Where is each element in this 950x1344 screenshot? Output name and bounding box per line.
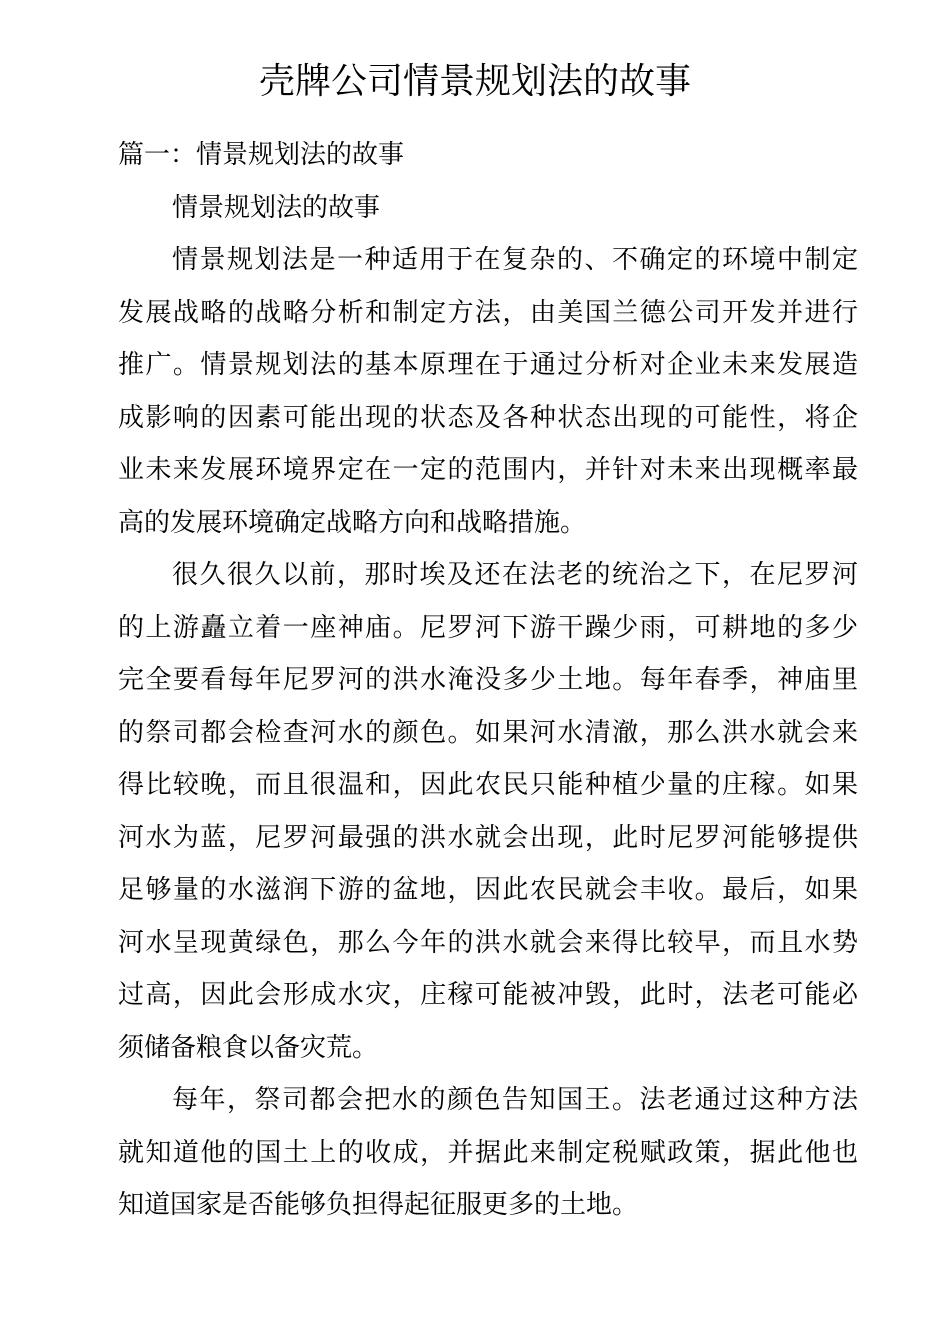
paragraph-line: 就知道他的国土上的收成，并据此来制定税赋政策，据此他也	[118, 1137, 858, 1168]
paragraph-1	[118, 234, 858, 549]
paragraph-line: 的上游矗立着一座神庙。尼罗河下游干躁少雨，可耕地的多少	[118, 612, 858, 643]
paragraph-line: 得比较晚，而且很温和，因此农民只能种植少量的庄稼。如果	[118, 770, 858, 800]
paragraph-line: 成影响的因素可能出现的状态及各种状态出现的可能性，将企	[118, 402, 858, 433]
paragraph-line: 业未来发展环境界定在一定的范围内，并针对未来出现概率最	[118, 455, 858, 485]
paragraph-line: 足够量的水滋润下游的盆地，因此农民就会丰收。最后，如果	[118, 875, 858, 905]
document-title: 壳牌公司情景规划法的故事	[258, 61, 691, 102]
paragraph-line: 高的发展环境确定战略方向和战略措施。	[118, 507, 587, 538]
paragraph-line: 每年，祭司都会把水的颜色告知国王。法老通过这种方法	[172, 1085, 858, 1115]
paragraph-line: 情景规划法是一种适用于在复杂的、不确定的环境中制定	[172, 245, 858, 275]
paragraph-line: 推广。情景规划法的基本原理在于通过分析对企业未来发展造	[118, 350, 858, 380]
paragraph-line: 过高，因此会形成水灾，庄稼可能被冲毁，此时，法老可能必	[118, 980, 858, 1010]
paragraph-line: 须储备粮食以备灾荒。	[118, 1032, 379, 1063]
paragraph-line: 完全要看每年尼罗河的洪水淹没多少土地。每年春季，神庙里	[118, 665, 858, 695]
paragraph-line: 很久很久以前，那时埃及还在法老的统治之下，在尼罗河	[172, 560, 858, 590]
paragraph-2	[118, 549, 858, 1074]
paragraph-line: 知道国家是否能够负担得起征服更多的土地。	[118, 1190, 639, 1220]
subheading: 情景规划法的故事	[172, 192, 381, 223]
paragraph-3	[118, 1074, 858, 1232]
document-body	[118, 129, 858, 1232]
paragraph-line: 河水为蓝，尼罗河最强的洪水就会出现，此时尼罗河能够提供	[118, 822, 858, 853]
section-heading: 篇一：情景规划法的故事	[118, 140, 405, 170]
paragraph-line: 的祭司都会检查河水的颜色。如果河水清澈，那么洪水就会来	[118, 717, 858, 748]
paragraph-line: 发展战略的战略分析和制定方法，由美国兰德公司开发并进行	[118, 297, 858, 328]
paragraph-line: 河水呈现黄绿色，那么今年的洪水就会来得比较早，而且水势	[118, 927, 858, 958]
